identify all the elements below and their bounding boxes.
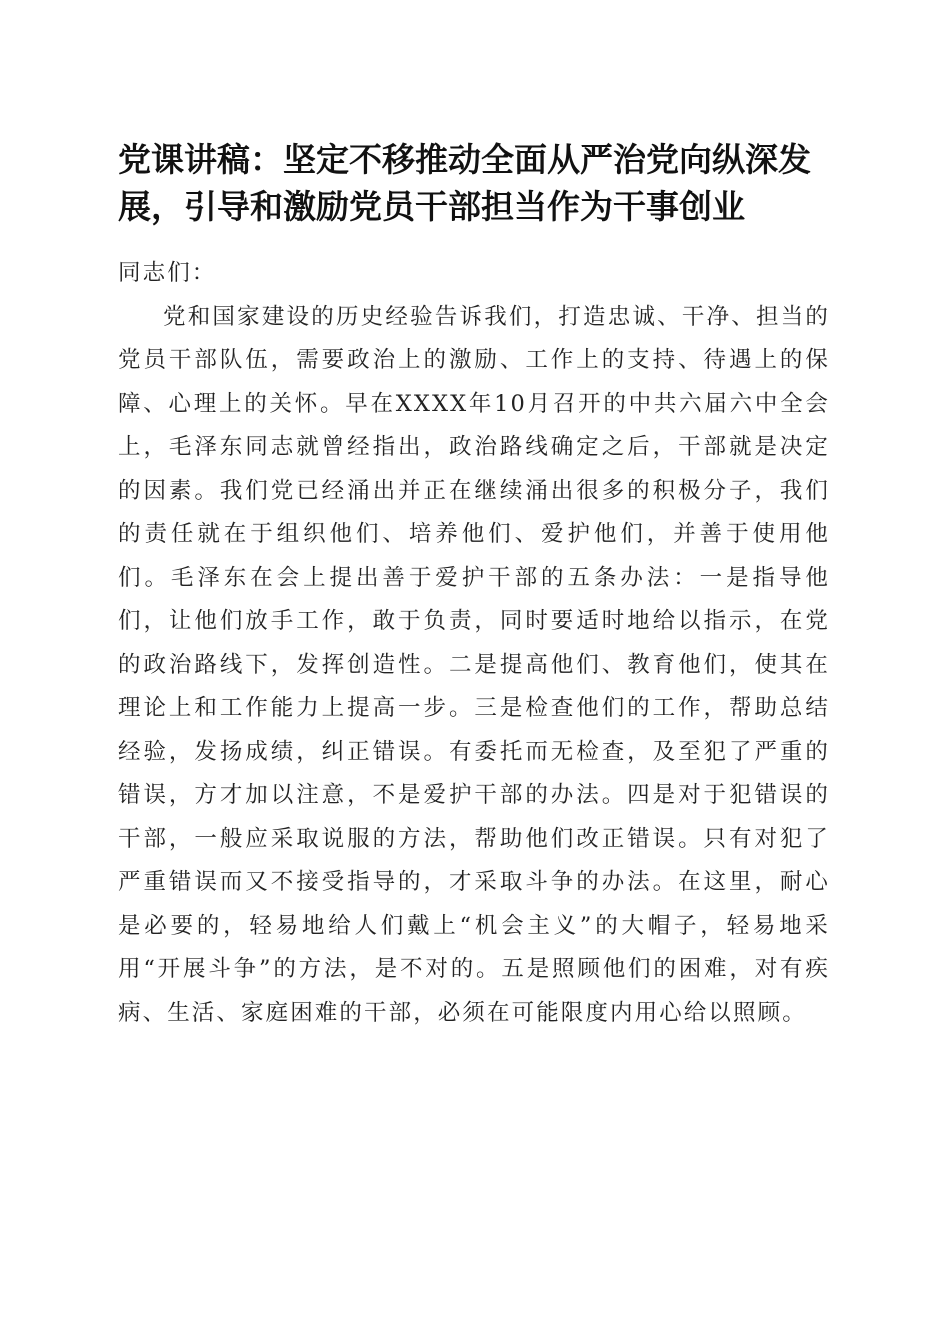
document-title: 党课讲稿：坚定不移推动全面从严治党向纵深发展，引导和激励党员干部担当作为干事创业 (118, 140, 811, 226)
body-paragraph: 党和国家建设的历史经验告诉我们，打造忠诚、干净、担当的党员干部队伍，需要政治上的激励、工作上的支持、待遇上的保障、心理上的关怀。早在XXXX年10月召开的中共六届六中全会上，毛泽东同志就曾经指出，政治路线确定之后，干部就是决定的因素。我们党已经涌出并正在继续涌出很多的积极分子，我们的责任就在于组织他们、培养他们、爱护他们，并善于使用他们。毛泽东在会上提出善于爱护干部的五条办法：一是指导他们，让他们放手工作，敢于负责，同时要适时地给以指示，在党的政治路线下，发挥创造性。二是提高他们、教育他们，使其在理论上和工作能力上提高一步。三是检查他们的工作，帮助总结经验，发扬成绩，纠正错误。有委托而无检查，及至犯了严重的错误，方才加以注意，不是爱护干部的办法。四是对于犯错误的干部，一般应采取说服的方法，帮助他们改正错误。只有对犯了严重错误而又不接受指导的，才采取斗争的办法。在这里，耐心是必要的，轻易地给人们戴上“机会主义”的大帽子，轻易地采用“开展斗争”的方法，是不对的。五是照顾他们的困难，对有疾病、生活、家庭困难的干部，必须在可能限度内用心给以照顾。 (118, 303, 830, 1026)
document-body (118, 252, 830, 1035)
salutation: 同志们： (118, 260, 217, 286)
